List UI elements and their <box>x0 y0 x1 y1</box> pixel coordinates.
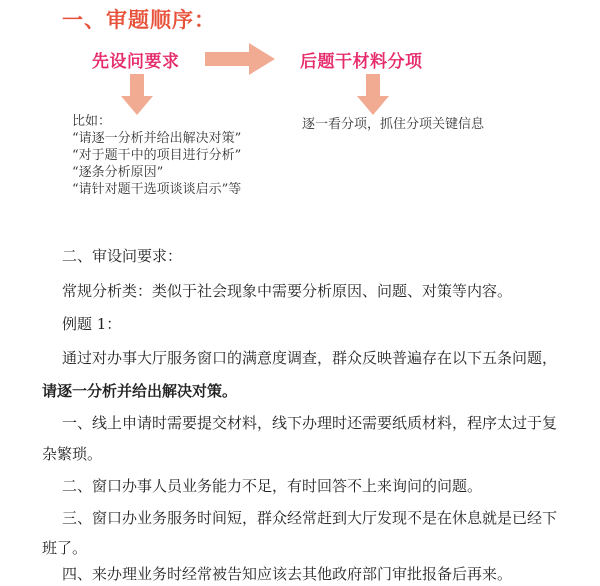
example-note <box>72 113 241 198</box>
note-intro: 比如： <box>72 114 112 129</box>
down-arrow-icon <box>120 74 154 116</box>
flow-right-label: 后题干材料分项 <box>300 52 423 72</box>
list-item: 一、线上申请时需要提交材料，线下办理时还需要纸质材料，程序太过于复 <box>62 414 558 432</box>
list-item: 二、窗口办事人员业务能力不足，有时回答不上来询问的问题。 <box>62 477 483 495</box>
page-title: 一、审题顺序： <box>62 8 216 32</box>
note-example: “逐条分析原因” <box>72 165 164 180</box>
flow-left-label: 先设问要求 <box>92 52 180 72</box>
example-intro: 通过对办事大厅服务窗口的满意度调查，群众反映普遍存在以下五条问题， <box>62 349 558 367</box>
section-title: 二、审设问要求： <box>62 247 183 265</box>
example-instruction: 请逐一分析并给出解决对策。 <box>42 382 238 400</box>
category-line: 常规分析类：类似于社会现象中需要分析原因、问题、对策等内容。 <box>62 282 513 300</box>
list-item: 四、来办理业务时经常被告知应该去其他政府部门审批报备后再来。 <box>62 565 513 583</box>
down-arrow-icon <box>356 74 390 116</box>
example-label: 例题 1： <box>62 315 122 333</box>
list-item-continuation: 班了。 <box>42 539 88 557</box>
right-arrow-icon <box>205 42 277 76</box>
note-example: “请针对题干选项谈谈启示”等 <box>72 182 242 197</box>
list-item-continuation: 杂繁琐。 <box>42 445 103 463</box>
note-example: “对于题干中的项目进行分析” <box>72 148 242 163</box>
right-note: 逐一看分项，抓住分项关键信息 <box>302 117 485 132</box>
list-item: 三、窗口办业务服务时间短，群众经常赶到大厅发现不是在休息就是已经下 <box>62 509 558 527</box>
note-example: “请逐一分析并给出解决对策” <box>72 131 242 146</box>
